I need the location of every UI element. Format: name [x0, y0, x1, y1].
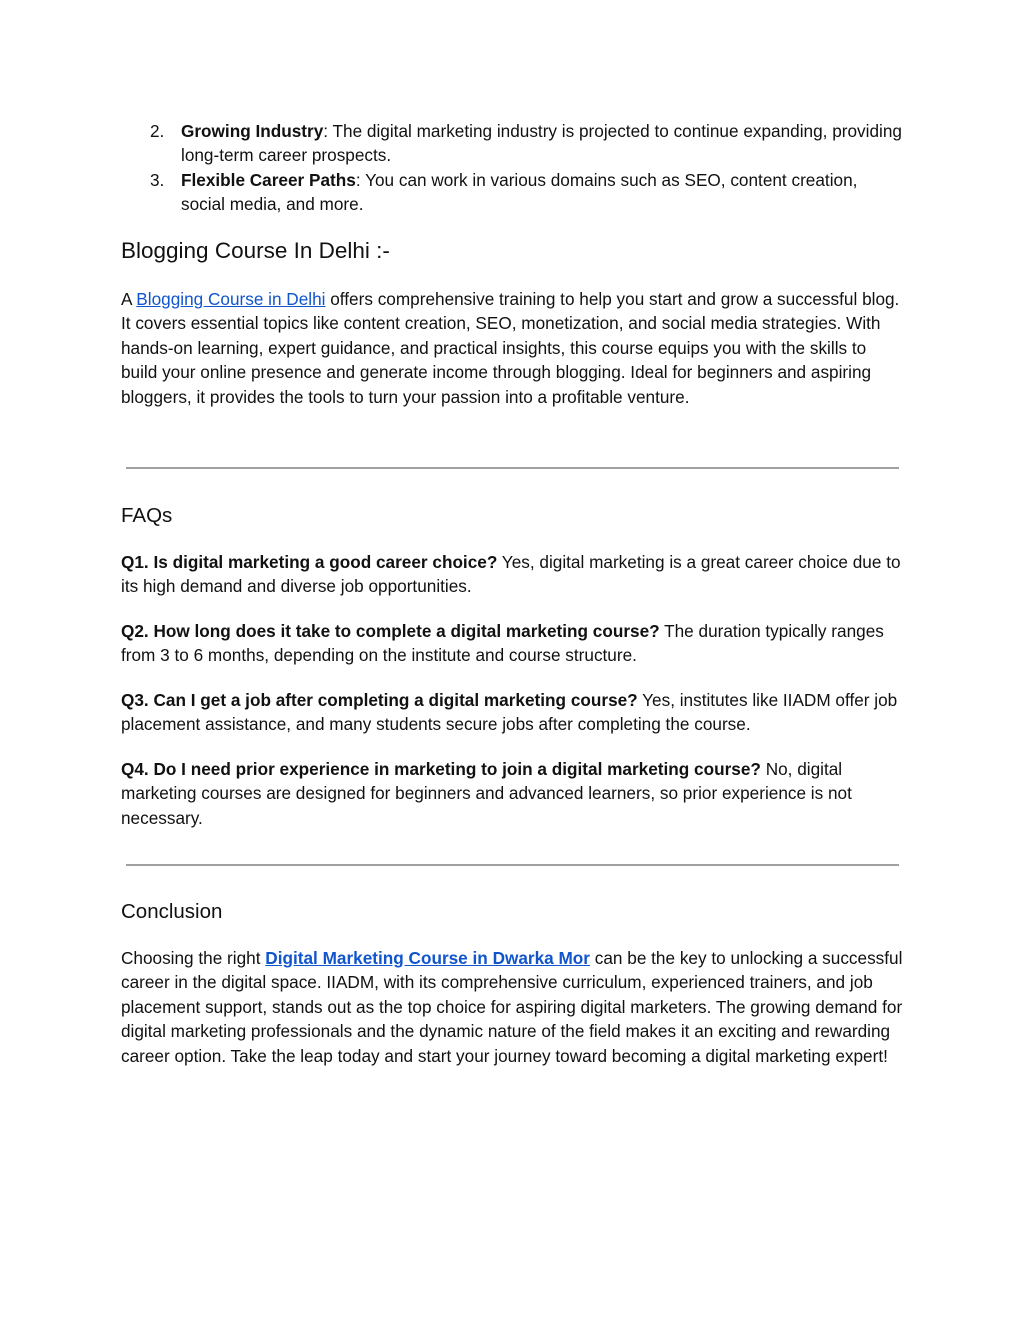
list-item [121, 168, 906, 217]
divider [126, 864, 899, 866]
list-item-number: 2. [150, 121, 165, 141]
faq-item [121, 757, 906, 830]
faq-answer: The duration typically ranges from 3 to 6 months, depending on the institute and course structure. [121, 621, 884, 666]
conclusion-heading: Conclusion [121, 900, 223, 923]
faq-question: Q1. Is digital marketing a good career choice? [121, 552, 498, 572]
list-item-title: Growing Industry [181, 121, 324, 141]
blogging-heading: Blogging Course In Delhi :- [121, 238, 390, 263]
list-item [121, 119, 906, 168]
digital-marketing-course-link[interactable]: Digital Marketing Course in Dwarka Mor [265, 948, 590, 968]
list-item-number: 3. [150, 169, 165, 190]
faq-item [121, 688, 906, 737]
faq-question: Q3. Can I get a job after completing a digital marketing course? [121, 690, 638, 710]
faq-item [121, 550, 906, 599]
divider [126, 467, 899, 469]
faq-paragraph [121, 757, 906, 830]
faq-paragraph [121, 688, 906, 737]
conclusion-body: can be the key to unlocking a successful career in the digital space. IIADM, with its comprehensive curriculum, experienced trainers, and job placement support, stands out as the top choice for aspiring digital marketers. The growing demand for digital marketing professionals and the dynamic nature of the field makes it an exciting and rewarding career option. Take the leap today and start your journey toward becoming a digital marketing expert! [121, 948, 903, 1066]
conclusion-paragraph [121, 946, 906, 1068]
faq-question: Q2. How long does it take to complete a digital marketing course? [121, 621, 660, 641]
faq-answer: No, digital marketing courses are designed for beginners and advanced learners, so prior experience is not necessary. [121, 759, 852, 828]
blogging-paragraph [121, 287, 906, 409]
list-item-text: : You can work in various domains such as SEO, content creation, social media, and more. [181, 169, 858, 215]
blogging-body: offers comprehensive training to help you start and grow a successful blog. It covers essential topics like content creation, SEO, monetization, and social media strategies. With hands-on learning, expert guidance, and practical insights, this course equips you with the skills to build your online presence and generate income through blogging. Ideal for beginners and aspiring bloggers, it provides the tools to turn your passion into a profitable venture. [121, 289, 900, 407]
faq-question: Q4. Do I need prior experience in marketing to join a digital marketing course? [121, 759, 761, 779]
conclusion-section [121, 946, 906, 1068]
faq-paragraph [121, 550, 906, 599]
numbered-list [121, 119, 906, 217]
faq-answer: Yes, digital marketing is a great career choice due to its high demand and diverse job opportunities. [121, 552, 901, 597]
blogging-section [121, 287, 906, 409]
blogging-prefix: A [121, 289, 137, 309]
blogging-course-link[interactable]: Blogging Course in Delhi [136, 289, 326, 309]
faq-item [121, 619, 906, 668]
faqs-heading: FAQs [121, 504, 173, 527]
faq-answer: Yes, institutes like IIADM offer job placement assistance, and many students secure jobs after completing the course. [121, 690, 898, 735]
list-item-text: : The digital marketing industry is projected to continue expanding, providing long-term career prospects. [181, 121, 902, 166]
list-item-title: Flexible Career Paths [181, 169, 356, 190]
conclusion-prefix: Choosing the right [121, 948, 266, 968]
faq-paragraph [121, 619, 906, 668]
